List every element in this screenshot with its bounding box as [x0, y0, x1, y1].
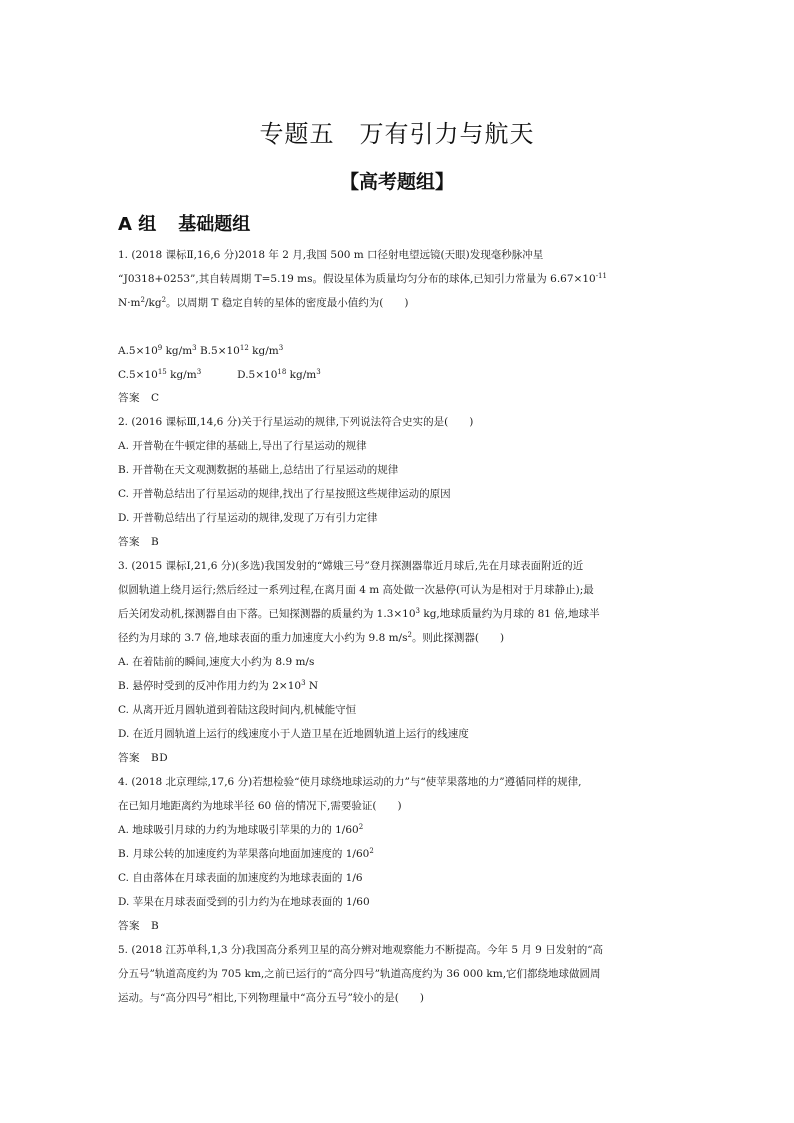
q3-answer: 答案 BD	[118, 752, 169, 764]
q4-option-b	[118, 847, 688, 861]
q1-answer: 答案 C	[118, 392, 160, 404]
q4-option-a-exp: 2	[358, 823, 364, 831]
q1-line-3c: 。以周期 T 稳定自转的星体的密度最小值约为( )	[166, 297, 409, 309]
q5-line-1: 5. (2018 江苏单科,1,3 分)我国高分系列卫星的高分辨对地观察能力不断提高。今年 5 月 9 日发射的“高	[118, 944, 604, 956]
q2-option-b: B. 开普勒在天文观测数据的基础上,总结出了行星运动的规律	[118, 464, 399, 476]
q2-stem: 2. (2016 课标Ⅲ,14,6 分)关于行星运动的规律,下列说法符合史实的是( )	[118, 416, 474, 428]
q3-option-b-unit: N	[305, 680, 319, 692]
q1-option-b-unit-exp: 3	[278, 344, 284, 352]
q3-option-b-exp: 3	[301, 679, 306, 687]
q2-option-d: D. 开普勒总结出了行星运动的规律,发现了万有引力定律	[118, 512, 378, 524]
q3-option-d: D. 在近月圆轨道上运行的线速度小于人造卫星在近地圆轨道上运行的线速度	[118, 728, 469, 740]
q4-option-d: D. 苹果在月球表面受到的引力约为在地球表面的 1/60	[118, 896, 370, 908]
q3-line-1: 3. (2015 课标Ⅰ,21,6 分)(多选)我国发射的“嫦娥三号”登月探测器靠近月球后,先在月球表面附近的近	[118, 560, 584, 572]
q1-line-3-exp2: 2	[161, 296, 167, 304]
q3-option-b-text: B. 悬停时受到的反冲作用力约为 2×10	[118, 680, 302, 692]
q3-option-c: C. 从离开近月圆轨道到着陆这段时间内,机械能守恒	[118, 704, 357, 716]
q1-options-ab	[118, 344, 688, 358]
q1-options-cd	[118, 368, 688, 382]
q3-line-4a: 径约为月球的 3.7 倍,地球表面的重力加速度大小约为 9.8 m/s	[118, 632, 408, 644]
q5-line-3: 运动。与“高分四号”相比,下列物理量中“高分五号”较小的是( )	[118, 992, 425, 1004]
q2-option-c: C. 开普勒总结出了行星运动的规律,找出了行星按照这些规律运动的原因	[118, 488, 451, 500]
q3-line-4-exp: 2	[407, 631, 412, 639]
q1-line-2-exp: -11	[595, 272, 607, 280]
q1-option-b: B.5×10	[196, 345, 240, 357]
q1-line-2-text: “J0318+0253”,其自转周期 T=5.19 ms。假设星体为质量均匀分布的球体,已知引力常量为 6.67×10	[118, 273, 596, 285]
q1-option-d-exp: 18	[277, 368, 287, 376]
section-label: A 组	[118, 214, 157, 235]
q3-line-4b: 。则此探测器( )	[411, 632, 505, 644]
q1-option-a-unit-exp: 3	[192, 344, 197, 352]
q3-option-b	[118, 679, 688, 693]
q1-line-3a: N·m	[118, 297, 141, 309]
q3-line-3b: kg,地球质量约为月球的 81 倍,地球半	[420, 608, 600, 620]
q2-option-a: A. 开普勒在牛顿定律的基础上,导出了行星运动的规律	[118, 440, 367, 452]
q1-option-c: C.5×10	[118, 369, 158, 381]
q1-option-c-exp: 15	[157, 368, 167, 376]
q1-line-1: 1. (2018 课标Ⅱ,16,6 分)2018 年 2 月,我国 500 m 口径射电望远镜(天眼)发现毫秒脉冲星	[118, 249, 544, 261]
q3-line-3-exp: 3	[415, 607, 421, 615]
section-heading	[118, 210, 250, 236]
section-name: 基础题组	[178, 214, 251, 235]
q4-option-a-text: A. 地球吸引月球的力约为地球吸引苹果的力的 1/60	[118, 824, 359, 836]
q3-line-3a: 后关闭发动机,探测器自由下落。已知探测器的质量约为 1.3×10	[118, 608, 416, 620]
q1-line-3	[118, 296, 688, 310]
q1-option-c-unit: kg/m	[166, 369, 197, 381]
q4-option-b-exp: 2	[369, 847, 374, 855]
q3-line-2: 似圆轨道上绕月运行;然后经过一系列过程,在离月面 4 m 高处做一次悬停(可认为是相对于月球静止);最	[118, 584, 594, 596]
q1-option-a: A.5×10	[118, 345, 158, 357]
q1-line-2	[118, 272, 688, 286]
q3-line-3	[118, 607, 688, 621]
q4-option-c: C. 自由落体在月球表面的加速度约为地球表面的 1/6	[118, 872, 363, 884]
q1-option-c-unit-exp: 3	[196, 368, 202, 376]
q1-line-3-exp1: 2	[140, 296, 145, 304]
q4-answer: 答案 B	[118, 920, 160, 932]
q1-option-d-unit: kg/m	[286, 369, 317, 381]
q1-option-a-unit: kg/m	[162, 345, 193, 357]
q1-option-d-unit-exp: 3	[316, 368, 321, 376]
q4-option-b-text: B. 月球公转的加速度约为苹果落向地面加速度的 1/60	[118, 848, 370, 860]
subtitle: 【高考题组】	[339, 171, 454, 193]
q2-answer: 答案 B	[118, 536, 160, 548]
q4-option-a	[118, 823, 688, 837]
q5-line-2: 分五号”轨道高度约为 705 km,之前已运行的“高分四号”轨道高度约为 36 000 km,它们都绕地球做圆周	[118, 968, 601, 980]
q1-option-a-exp: 9	[157, 344, 163, 352]
q4-line-1: 4. (2018 北京理综,17,6 分)若想检验“使月球绕地球运动的力”与“使苹果落地的力”遵循同样的规律,	[118, 776, 582, 788]
q4-line-2: 在已知月地距离约为地球半径 60 倍的情况下,需要验证( )	[118, 800, 402, 812]
q3-option-a: A. 在着陆前的瞬间,速度大小约为 8.9 m/s	[118, 656, 315, 668]
page-title: 专题五 万有引力与航天	[259, 120, 535, 148]
q1-option-b-exp: 12	[239, 344, 249, 352]
q1-option-b-unit: kg/m	[248, 345, 279, 357]
q3-line-4	[118, 631, 688, 645]
q1-option-d: D.5×10	[237, 369, 278, 381]
q1-line-3b: /kg	[144, 297, 162, 309]
